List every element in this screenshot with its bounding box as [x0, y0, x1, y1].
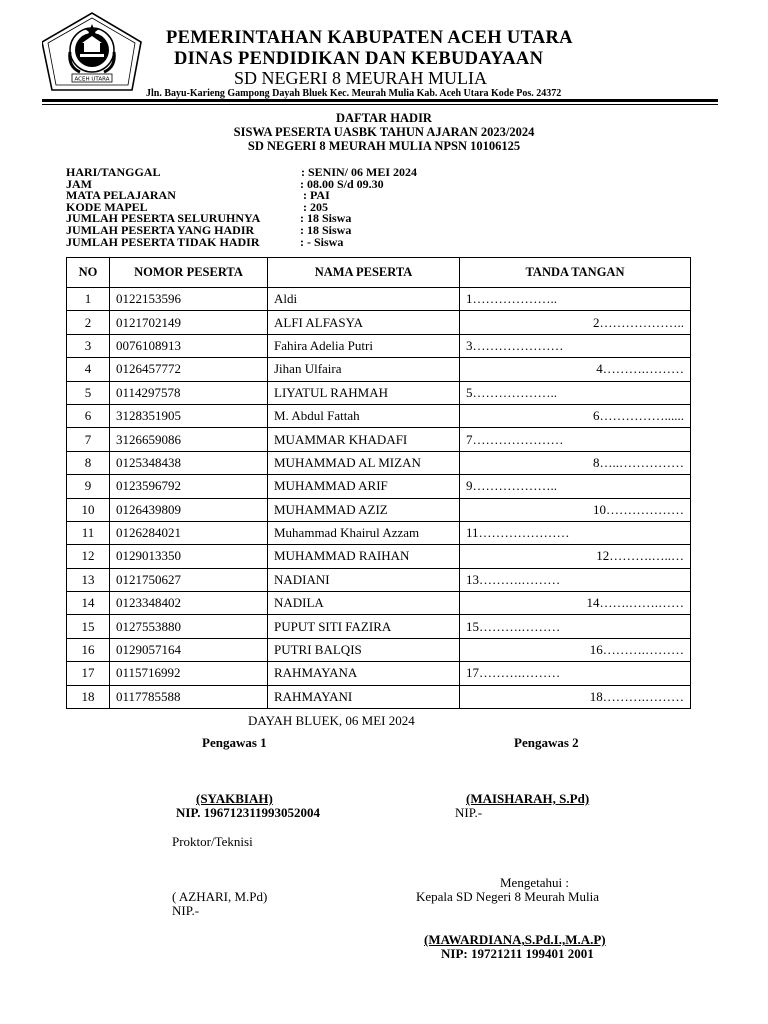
row-nama-peserta: MUHAMMAD AL MIZAN [268, 451, 460, 474]
header-line2: DINAS PENDIDIKAN DAN KEBUDAYAAN [174, 49, 544, 69]
row-no: 18 [67, 685, 110, 708]
table-row [67, 545, 691, 568]
row-no: 12 [67, 545, 110, 568]
info-label: MATA PELAJARAN [66, 188, 176, 203]
info-label: HARI/TANGGAL [66, 165, 161, 179]
row-nama-peserta: M. Abdul Fattah [268, 404, 460, 427]
proktor-nip: NIP.- [172, 903, 200, 918]
row-tanda-tangan[interactable]: 5……………….. [460, 381, 691, 404]
row-no: 1 [67, 288, 110, 311]
info-label: KODE MAPEL [66, 199, 148, 214]
header-line1: PEMERINTAHAN KABUPATEN ACEH UTARA [166, 28, 573, 48]
row-tanda-tangan[interactable]: 1……………….. [460, 288, 691, 311]
row-no: 2 [67, 311, 110, 334]
row-no: 5 [67, 381, 110, 404]
row-tanda-tangan[interactable]: 12……….…..… [460, 545, 691, 568]
row-nomor-peserta: 0123348402 [110, 592, 268, 615]
table-row [67, 592, 691, 615]
table-row [67, 311, 691, 334]
school-name: SD NEGERI 8 MEURAH MULIA [234, 68, 487, 88]
row-no: 6 [67, 404, 110, 427]
attendance-table [66, 257, 691, 709]
row-tanda-tangan[interactable]: 16……….……… [460, 638, 691, 661]
row-nomor-peserta: 0076108913 [110, 334, 268, 357]
info-label: JUMLAH PESERTA YANG HADIR [66, 222, 255, 237]
row-tanda-tangan[interactable]: 13……….……… [460, 568, 691, 591]
row-nama-peserta: LIYATUL RAHMAH [268, 381, 460, 404]
proktor-label: Proktor/Teknisi [172, 834, 253, 849]
pengawas2-nip: NIP.- [455, 805, 483, 820]
row-no: 10 [67, 498, 110, 521]
info-value: : 08.00 S/d 09.30 [300, 176, 384, 191]
row-nomor-peserta: 0125348438 [110, 451, 268, 474]
info-label: JUMLAH PESERTA SELURUHNYA [66, 211, 261, 226]
row-tanda-tangan[interactable]: 14…….…….…… [460, 592, 691, 615]
row-no: 16 [67, 638, 110, 661]
row-nomor-peserta: 0114297578 [110, 381, 268, 404]
table-row [67, 358, 691, 381]
table-row [67, 521, 691, 544]
row-no: 3 [67, 334, 110, 357]
info-value: : SENIN/ 06 MEI 2024 [301, 165, 418, 179]
regency-logo [42, 12, 142, 92]
row-nama-peserta: MUAMMAR KHADAFI [268, 428, 460, 451]
row-nomor-peserta: 0126457772 [110, 358, 268, 381]
pengawas2-label: Pengawas 2 [514, 735, 579, 750]
row-nama-peserta: MUHAMMAD AZIZ [268, 498, 460, 521]
row-nomor-peserta: 0123596792 [110, 475, 268, 498]
kepala-nip: NIP: 19721211 199401 2001 [441, 946, 594, 961]
kepala-name: (MAWARDIANA,S.Pd.I.,M.A.P) [424, 932, 606, 947]
col-header-nama: NAMA PESERTA [268, 258, 460, 288]
row-tanda-tangan[interactable]: 3………………… [460, 334, 691, 357]
row-nomor-peserta: 0127553880 [110, 615, 268, 638]
info-value: : 18 Siswa [300, 222, 352, 237]
place-date: DAYAH BLUEK, 06 MEI 2024 [248, 713, 415, 728]
row-no: 15 [67, 615, 110, 638]
pengawas1-nip: NIP. 196712311993052004 [176, 805, 320, 820]
col-header-ttd: TANDA TANGAN [460, 258, 691, 288]
row-tanda-tangan[interactable]: 18……….……… [460, 685, 691, 708]
table-header-row [67, 258, 691, 288]
row-nomor-peserta: 0129057164 [110, 638, 268, 661]
row-nomor-peserta: 3128351905 [110, 404, 268, 427]
row-no: 7 [67, 428, 110, 451]
row-nama-peserta: PUTRI BALQIS [268, 638, 460, 661]
col-header-no: NO [67, 258, 110, 288]
row-tanda-tangan[interactable]: 6……………...... [460, 404, 691, 427]
logo-text: ACEH UTARA [74, 76, 110, 83]
row-nama-peserta: MUHAMMAD RAIHAN [268, 545, 460, 568]
header-rule-thin [42, 104, 718, 105]
doc-title: DAFTAR HADIR [336, 111, 432, 125]
row-nomor-peserta: 0126439809 [110, 498, 268, 521]
row-nama-peserta: RAHMAYANI [268, 685, 460, 708]
row-no: 13 [67, 568, 110, 591]
info-value: : 18 Siswa [300, 211, 352, 226]
row-nama-peserta: RAHMAYANA [268, 662, 460, 685]
doc-subtitle: SISWA PESERTA UASBK TAHUN AJARAN 2023/2024 [233, 125, 535, 139]
table-row [67, 638, 691, 661]
proktor-name: ( AZHARI, M.Pd) [172, 889, 268, 904]
row-nama-peserta: Fahira Adelia Putri [268, 334, 460, 357]
info-value: : - Siswa [300, 234, 344, 249]
row-nomor-peserta: 0115716992 [110, 662, 268, 685]
header-rule-thick [42, 99, 718, 102]
row-no: 17 [67, 662, 110, 685]
row-no: 11 [67, 521, 110, 544]
row-nama-peserta: NADIANI [268, 568, 460, 591]
doc-school-npsn: SD NEGERI 8 MEURAH MULIA NPSN 10106125 [247, 139, 521, 153]
school-address: Jln. Bayu-Karieng Gampong Dayah Bluek Kec. Meurah Mulia Kab. Aceh Utara Kode Pos. 24372 [146, 88, 562, 99]
row-tanda-tangan[interactable]: 10……………… [460, 498, 691, 521]
row-nomor-peserta: 0126284021 [110, 521, 268, 544]
row-nomor-peserta: 0121702149 [110, 311, 268, 334]
row-tanda-tangan[interactable]: 9……………….. [460, 475, 691, 498]
info-values [300, 167, 417, 248]
table-row [67, 615, 691, 638]
row-nama-peserta: MUHAMMAD ARIF [268, 475, 460, 498]
row-nama-peserta: NADILA [268, 592, 460, 615]
row-nomor-peserta: 0121750627 [110, 568, 268, 591]
kepala-label: Kepala SD Negeri 8 Meurah Mulia [416, 889, 600, 904]
row-tanda-tangan[interactable]: 17……….……… [460, 662, 691, 685]
row-nama-peserta: Muhammad Khairul Azzam [268, 521, 460, 544]
row-nama-peserta: Aldi [268, 288, 460, 311]
row-nomor-peserta: 0117785588 [110, 685, 268, 708]
pengawas1-label: Pengawas 1 [202, 735, 267, 750]
col-header-nomor: NOMOR PESERTA [110, 258, 268, 288]
table-row [67, 288, 691, 311]
table-row [67, 568, 691, 591]
row-tanda-tangan[interactable]: 2……………….. [460, 311, 691, 334]
info-value: : PAI [303, 188, 330, 203]
row-tanda-tangan[interactable]: 11………………… [460, 521, 691, 544]
row-no: 4 [67, 358, 110, 381]
mengetahui-label: Mengetahui : [500, 875, 569, 890]
table-row [67, 334, 691, 357]
row-nomor-peserta: 0129013350 [110, 545, 268, 568]
row-nama-peserta: Jihan Ulfaira [268, 358, 460, 381]
row-nama-peserta: ALFI ALFASYA [268, 311, 460, 334]
table-row [67, 404, 691, 427]
info-label: JAM [66, 176, 92, 191]
row-nomor-peserta: 3126659086 [110, 428, 268, 451]
table-row [67, 381, 691, 404]
row-no: 9 [67, 475, 110, 498]
info-value: : 205 [303, 199, 328, 214]
info-labels [66, 167, 260, 248]
info-label: JUMLAH PESERTA TIDAK HADIR [66, 234, 260, 249]
row-nama-peserta: PUPUT SITI FAZIRA [268, 615, 460, 638]
row-tanda-tangan[interactable]: 4……….……… [460, 358, 691, 381]
table-row [67, 685, 691, 708]
pengawas2-name: (MAISHARAH, S.Pd) [466, 791, 590, 806]
pengawas1-name: (SYAKBIAH) [196, 791, 273, 806]
row-nomor-peserta: 0122153596 [110, 288, 268, 311]
table-row [67, 662, 691, 685]
row-no: 8 [67, 451, 110, 474]
table-row [67, 428, 691, 451]
row-no: 14 [67, 592, 110, 615]
table-row [67, 451, 691, 474]
table-row [67, 498, 691, 521]
table-row [67, 475, 691, 498]
row-tanda-tangan[interactable]: 15……….……… [460, 615, 691, 638]
row-tanda-tangan[interactable]: 8…..…………… [460, 451, 691, 474]
row-tanda-tangan[interactable]: 7………………… [460, 428, 691, 451]
